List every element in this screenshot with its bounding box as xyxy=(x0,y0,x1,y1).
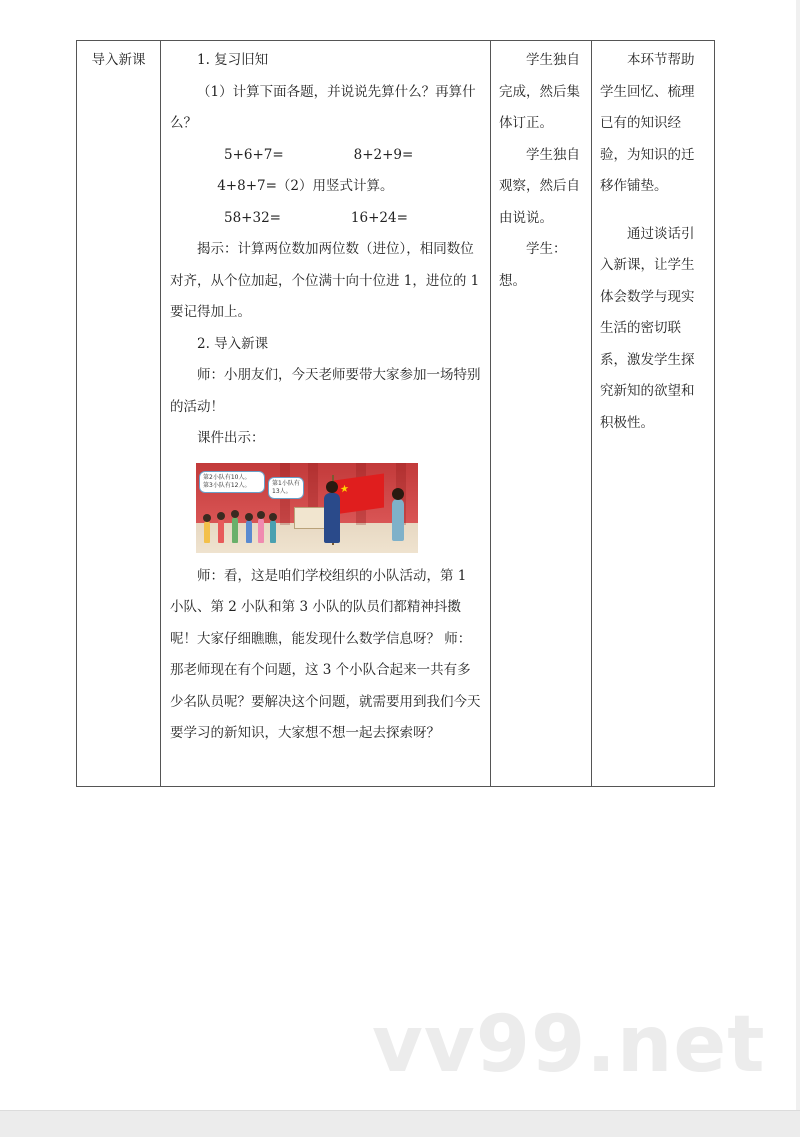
calc-item: 58+32= xyxy=(224,209,281,226)
bubble-text: 第3小队有12人。 xyxy=(203,481,251,489)
teacher-speech-2: 师：看，这是咱们学校组织的小队活动，第 1 小队、第 2 小队和第 3 小队的队员们都精神抖擞呢！大家仔细瞧瞧，能发现什么数学信息呀？ 师：那老师现在有个问题，这 3 个小队合起来一共有多少名队员呢？要解决这个问题，就需要用到我们今天要学习的新知识，大家想不想一起去探索呀？ xyxy=(170,567,481,741)
lesson-plan-table xyxy=(76,40,715,787)
student-activity-2: 学生独自观察，然后自由说说。 xyxy=(499,146,580,226)
student-activity-1: 学生独自完成，然后集体订正。 xyxy=(499,52,580,131)
student-activity-3: 学生：想。 xyxy=(499,241,567,289)
table-row xyxy=(77,41,715,787)
calc-item: 4+8+7=（2）用竖式计算。 xyxy=(217,178,394,194)
star-icon: ★ xyxy=(340,482,349,496)
summary-text: 揭示：计算两位数加两位数（进位），相同数位对齐，从个位加起，个位满十向十位进 1，进位的 1 要记得加上。 xyxy=(170,241,480,320)
calc-item: 16+24= xyxy=(350,209,408,226)
speech-bubble-right xyxy=(268,477,304,499)
speech-bubble-left xyxy=(199,471,265,493)
review-heading: 1. 复习旧知 xyxy=(197,52,269,68)
intro-heading: 2. 导入新课 xyxy=(197,335,269,352)
child-figure xyxy=(258,518,264,543)
flag xyxy=(334,473,384,514)
child-figure xyxy=(204,521,210,543)
design-intent-cell xyxy=(592,41,715,787)
teacher-figure xyxy=(324,493,340,543)
review-question: （1）计算下面各题，并说说先算什么？再算什么？ xyxy=(170,83,476,131)
calc-line-1 xyxy=(170,140,484,203)
child-figure xyxy=(246,520,252,543)
watermark: vv99.net xyxy=(372,1000,766,1090)
child-figure xyxy=(218,519,224,543)
design-intent-1: 本环节帮助学生回忆、梳理已有的知识经验，为知识的迁移作铺垫。 xyxy=(600,52,695,194)
bubble-text: 第2小队有10人。 xyxy=(203,473,251,481)
calc-item: 8+2+9= xyxy=(353,146,414,163)
teaching-process-cell xyxy=(161,41,491,787)
calc-item: 5+6+7= xyxy=(224,146,284,163)
courseware-label: 课件出示： xyxy=(197,430,265,446)
page-right-edge xyxy=(796,0,800,1111)
section-title-cell xyxy=(77,41,161,787)
page-bottom-edge xyxy=(0,1110,800,1137)
child-figure xyxy=(270,520,276,543)
teacher-speech-1: 师：小朋友们，今天老师要带大家参加一场特别的活动！ xyxy=(170,367,481,415)
calc-line-2 xyxy=(170,203,484,235)
child-figure xyxy=(232,517,238,543)
bubble-text: 第1小队有13人。 xyxy=(272,479,300,495)
courseware-illustration xyxy=(196,463,418,553)
design-intent-2: 通过谈话引入新课，让学生体会数学与现实生活的密切联系，激发学生探究新知的欲望和积极性。 xyxy=(600,225,695,431)
table-prop xyxy=(294,507,326,529)
section-title: 导入新课 xyxy=(91,52,146,68)
student-activity-cell xyxy=(491,41,592,787)
student-figure xyxy=(392,499,404,541)
